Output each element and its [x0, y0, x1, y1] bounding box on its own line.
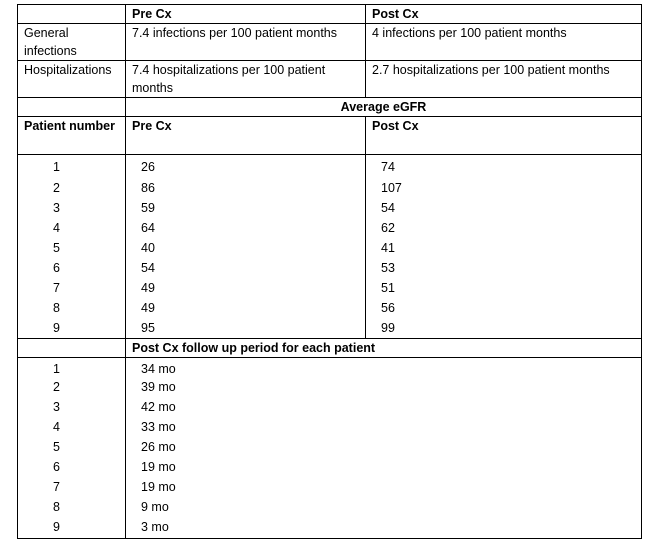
egfr-pre-value: 26: [126, 155, 366, 179]
egfr-pre-value: 49: [126, 279, 366, 299]
egfr-patient-number: 5: [18, 239, 126, 259]
followup-section-row: [18, 339, 642, 358]
summary-post-value: 4 infections per 100 patient months: [366, 24, 642, 61]
table-row: [18, 179, 642, 199]
egfr-post-value: 53: [366, 259, 642, 279]
table-row: [18, 378, 642, 398]
summary-label: General infections: [18, 24, 126, 61]
egfr-post-value: 56: [366, 299, 642, 319]
egfr-post-value: 54: [366, 199, 642, 219]
summary-row-infections: [18, 24, 642, 61]
header-pre-cx: Pre Cx: [126, 5, 366, 24]
egfr-patient-number: 3: [18, 199, 126, 219]
followup-period: 19 mo: [126, 478, 642, 498]
followup-period: 9 mo: [126, 498, 642, 518]
header-post-cx: Post Cx: [366, 5, 642, 24]
followup-period: 34 mo: [126, 358, 642, 379]
egfr-patient-number: 8: [18, 299, 126, 319]
header-blank-cell: [18, 5, 126, 24]
egfr-header-row: [18, 117, 642, 155]
followup-period: 26 mo: [126, 438, 642, 458]
table-row: [18, 478, 642, 498]
egfr-patient-number: 6: [18, 259, 126, 279]
followup-patient-number: 8: [18, 498, 126, 518]
egfr-col-patient: Patient number: [18, 117, 126, 155]
followup-patient-number: 1: [18, 358, 126, 379]
egfr-patient-number: 7: [18, 279, 126, 299]
followup-patient-number: 4: [18, 418, 126, 438]
table-row: [18, 418, 642, 438]
table-row: [18, 259, 642, 279]
followup-patient-number: 6: [18, 458, 126, 478]
table-row: [18, 438, 642, 458]
followup-section-blank: [18, 339, 126, 358]
summary-pre-value: 7.4 hospitalizations per 100 patient months: [126, 61, 366, 98]
table-row: [18, 299, 642, 319]
egfr-patient-number: 9: [18, 319, 126, 339]
egfr-pre-value: 59: [126, 199, 366, 219]
followup-period: 33 mo: [126, 418, 642, 438]
egfr-pre-value: 95: [126, 319, 366, 339]
egfr-section-title: Average eGFR: [126, 98, 642, 117]
egfr-patient-number: 1: [18, 155, 126, 179]
summary-label: Hospitalizations: [18, 61, 126, 98]
egfr-section-row: [18, 98, 642, 117]
egfr-post-value: 51: [366, 279, 642, 299]
data-table: [17, 4, 642, 539]
table-row: [18, 498, 642, 518]
followup-patient-number: 2: [18, 378, 126, 398]
table-row: [18, 458, 642, 478]
table-row: [18, 199, 642, 219]
followup-patient-number: 5: [18, 438, 126, 458]
egfr-col-post: Post Cx: [366, 117, 642, 155]
table-row: [18, 239, 642, 259]
table-body: [18, 5, 642, 539]
summary-pre-value: 7.4 infections per 100 patient months: [126, 24, 366, 61]
egfr-pre-value: 40: [126, 239, 366, 259]
followup-patient-number: 3: [18, 398, 126, 418]
table-row: [18, 358, 642, 379]
followup-period: 42 mo: [126, 398, 642, 418]
table-row: [18, 219, 642, 239]
egfr-patient-number: 2: [18, 179, 126, 199]
table-row: [18, 319, 642, 339]
summary-row-hospitalizations: [18, 61, 642, 98]
egfr-post-value: 74: [366, 155, 642, 179]
egfr-pre-value: 54: [126, 259, 366, 279]
egfr-patient-number: 4: [18, 219, 126, 239]
table-row: [18, 398, 642, 418]
egfr-post-value: 41: [366, 239, 642, 259]
egfr-pre-value: 49: [126, 299, 366, 319]
table-row: [18, 518, 642, 538]
egfr-col-pre: Pre Cx: [126, 117, 366, 155]
egfr-section-blank: [18, 98, 126, 117]
followup-period: 19 mo: [126, 458, 642, 478]
table-row: [18, 155, 642, 179]
followup-period: 3 mo: [126, 518, 642, 538]
followup-patient-number: 7: [18, 478, 126, 498]
followup-section-title: Post Cx follow up period for each patient: [126, 339, 642, 358]
followup-patient-number: 9: [18, 518, 126, 538]
egfr-post-value: 99: [366, 319, 642, 339]
table-row: [18, 279, 642, 299]
header-row: [18, 5, 642, 24]
summary-post-value: 2.7 hospitalizations per 100 patient months: [366, 61, 642, 98]
egfr-pre-value: 64: [126, 219, 366, 239]
followup-period: 39 mo: [126, 378, 642, 398]
egfr-post-value: 62: [366, 219, 642, 239]
egfr-pre-value: 86: [126, 179, 366, 199]
egfr-post-value: 107: [366, 179, 642, 199]
